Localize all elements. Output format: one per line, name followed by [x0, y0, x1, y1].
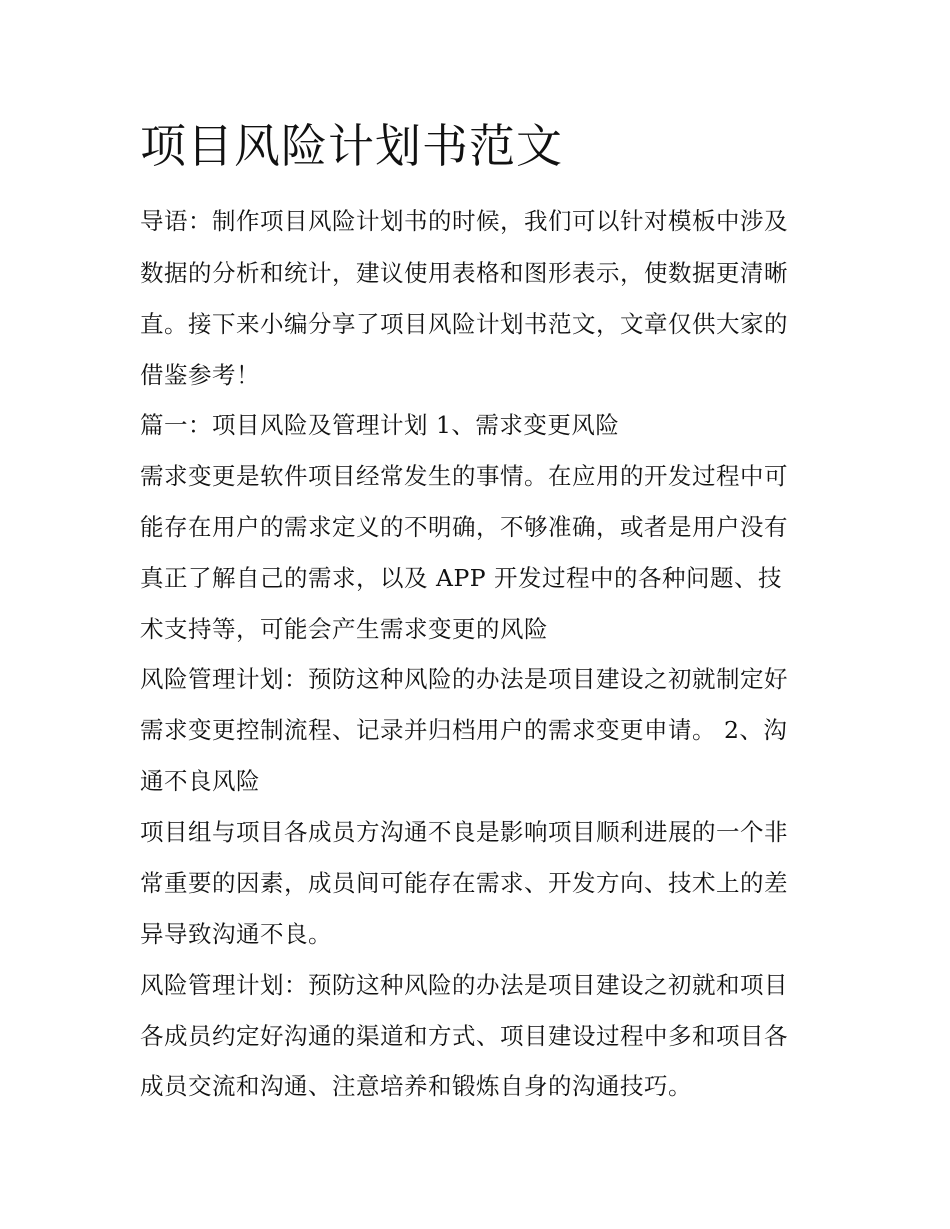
text-line: 风险管理计划：预防这种风险的办法是项目建设之初就制定好 — [140, 665, 788, 693]
text-line: 能存在用户的需求定义的不明确，不够准确，或者是用户没有 — [140, 513, 788, 541]
text-line: 直。接下来小编分享了项目风险计划书范文，文章仅供大家的 — [140, 310, 788, 338]
text-line: 篇一：项目风险及管理计划 1、需求变更风险 — [140, 411, 620, 439]
text-line: 异导致沟通不良。 — [140, 920, 332, 948]
text-line: 需求变更是软件项目经常发生的事情。在应用的开发过程中可 — [140, 462, 788, 490]
text-line: 成员交流和沟通、注意培养和锻炼自身的沟通技巧。 — [140, 1072, 692, 1100]
text-line: 常重要的因素，成员间可能存在需求、开发方向、技术上的差 — [140, 869, 788, 897]
text-line: 借鉴参考！ — [140, 361, 260, 389]
text-line: 需求变更控制流程、记录并归档用户的需求变更申请。 2、沟 — [140, 716, 788, 744]
text-line: 导语：制作项目风险计划书的时候，我们可以针对模板中涉及 — [140, 207, 788, 235]
text-line: 通不良风险 — [140, 767, 260, 795]
text-line: 项目组与项目各成员方沟通不良是影响项目顺利进展的一个非 — [140, 818, 788, 846]
text-line: 真正了解自己的需求，以及 APP 开发过程中的各种问题、技 — [140, 564, 783, 592]
text-line: 风险管理计划：预防这种风险的办法是项目建设之初就和项目 — [140, 971, 788, 999]
text-line: 术支持等，可能会产生需求变更的风险 — [140, 615, 548, 643]
text-line: 各成员约定好沟通的渠道和方式、项目建设过程中多和项目各 — [140, 1022, 788, 1050]
text-line: 数据的分析和统计，建议使用表格和图形表示，使数据更清晰 — [140, 259, 788, 287]
document-title: 项目风险计划书范文 — [140, 119, 563, 173]
